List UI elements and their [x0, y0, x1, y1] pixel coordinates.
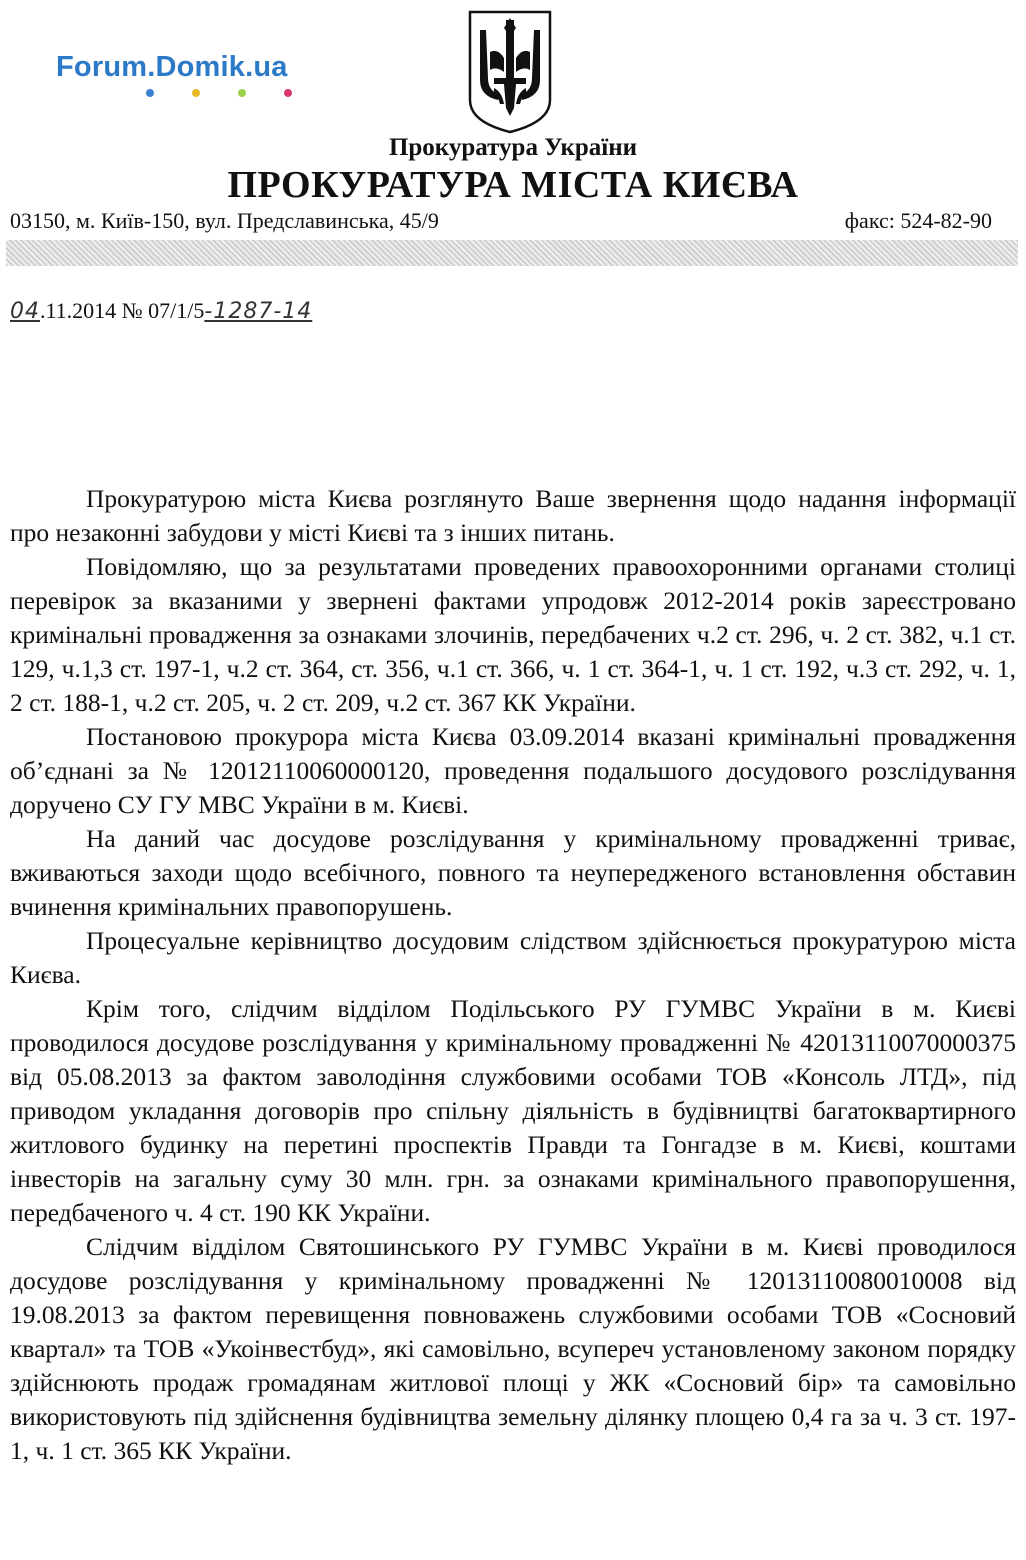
header-rule: [6, 240, 1018, 266]
paragraph: Крім того, слідчим відділом Подільського РУ ГУМВС України в м. Києві проводилося досудове розслідування у кримінальному провадженні № 42013110070000375 від 05.08.2013 за фактом заволодіння службовими особами ТОВ «Консоль ЛТД», під приводом укладання договорів про спільну діяльність в будівництві багатоквартирного житлового будинку на перетині проспектів Правди та Гонгадзе в м. Києві, коштами інвесторів на загальну суму 30 млн. грн. за ознаками кримінального правопорушення, передбаченого ч. 4 ст. 190 КК України.: [10, 994, 1016, 1227]
logo-text: Forum.Domik.ua: [56, 51, 288, 83]
logo-dot: [238, 89, 246, 97]
paragraph: Процесуальне керівництво досудовим слідством здійснюється прокуратурою міста Києва.: [10, 926, 1016, 989]
paragraph: Повідомляю, що за результатами проведених правоохоронними органами столиці перевірок за вказаними у звернені фактами упродовж 2012-2014 років зареєстровано кримінальні провадження за ознаками злочинів, передбачених ч.2 ст. 296, ч. 2 ст. 382, ч.1 ст. 129, ч.1,3 ст. 197-1, ч.2 ст. 364, ст. 356, ч.1 ст. 366, ч. 1 ст. 364-1, ч. 1 ст. 192, ч.3 ст. 292, ч. 1, 2 ст. 188-1, ч.2 ст. 205, ч. 2 ст. 209, ч.2 ст. 367 КК України.: [10, 552, 1016, 717]
logo-dot: [146, 89, 154, 97]
letter-body: [10, 482, 1016, 1468]
logo-dots: [56, 87, 326, 101]
registration-line: [10, 298, 312, 324]
handwritten-number: -1287-14: [204, 299, 313, 324]
org-title: ПРОКУРАТУРА МІСТА КИЄВА: [227, 164, 799, 206]
paragraph: Постановою прокурора міста Києва 03.09.2014 вказані кримінальні провадження об’єднані за № 12012110060000120, проведення подальшого досудового розслідування доручено СУ ГУ МВС України в м. Києві.: [10, 722, 1016, 819]
registration-date: .11.2014 № 07/1/5: [40, 298, 205, 323]
org-address: 03150, м. Київ-150, вул. Предславинська, 45/9: [10, 208, 439, 233]
logo-dot: [192, 89, 200, 97]
paragraph: Прокуратурою міста Києва розглянуто Ваше звернення щодо надання інформації про незаконні забудови у місті Києві та з інших питань.: [10, 484, 1016, 547]
org-parent-title: Прокуратура України: [388, 134, 638, 161]
paragraph: На даний час досудове розслідування у кримінальному провадженні триває, вживаються заходи щодо всебічного, повного та неупередженого встановлення обставин вчинення кримінальних правопорушень.: [10, 824, 1016, 921]
logo-dot: [284, 89, 292, 97]
forum-domik-logo: [56, 50, 326, 100]
handwritten-day: 04: [10, 299, 40, 324]
org-fax: факс: 524-82-90: [844, 208, 992, 233]
paragraph: Слідчим відділом Святошинського РУ ГУМВС України в м. Києві проводилося досудове розслідування у кримінальному провадженні № 12013110080010008 від 19.08.2013 за фактом перевищення повноважень службовими особами ТОВ «Сосновий квартал» та ТОВ «Укоінвестбуд», які самовільно, всупереч установленому законом порядку здійснюють продаж громадянам житлової площі у ЖК «Сосновий бір» та самовільно використовують під здійснення будівництва земельну ділянку площею 0,4 га за ч. 3 ст. 197-1, ч. 1 ст. 365 КК України.: [10, 1232, 1016, 1465]
trident-coat-of-arms-icon: [464, 8, 556, 134]
